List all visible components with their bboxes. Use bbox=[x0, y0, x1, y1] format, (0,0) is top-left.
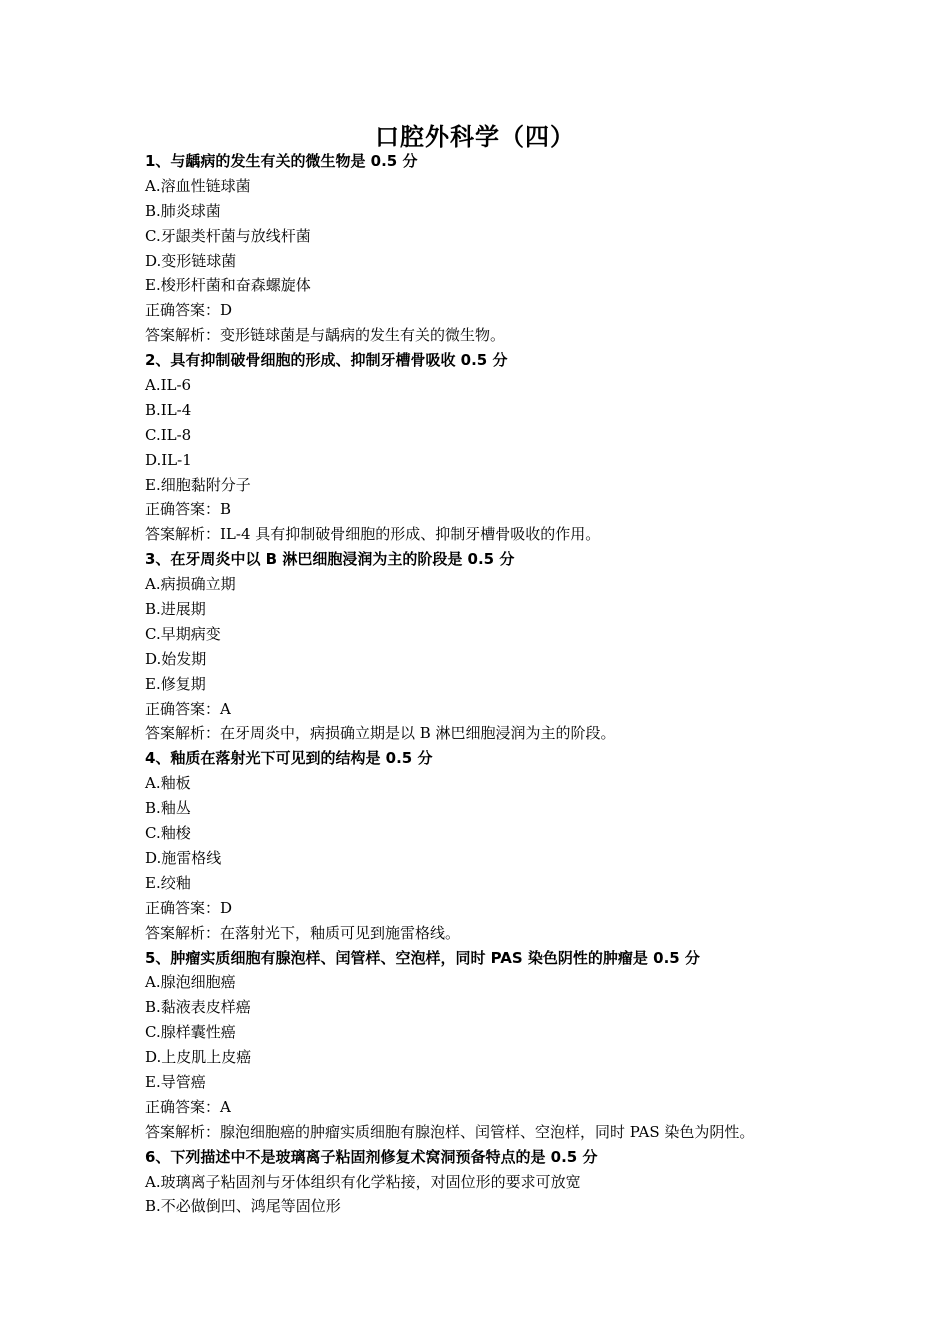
option-b: B.釉丛 bbox=[145, 799, 191, 818]
option-c: C.IL-8 bbox=[145, 425, 192, 444]
question-title: 3、在牙周炎中以 B 淋巴细胞浸润为主的阶段是 0.5 分 bbox=[145, 550, 515, 569]
question-title: 2、具有抑制破骨细胞的形成、抑制牙槽骨吸收 0.5 分 bbox=[145, 351, 508, 370]
option-d: D.始发期 bbox=[145, 649, 207, 668]
option-b: B.IL-4 bbox=[145, 400, 192, 419]
option-a: A.釉板 bbox=[145, 774, 191, 793]
correct-answer: 正确答案：D bbox=[145, 898, 233, 917]
answer-analysis: 答案解析：在牙周炎中，病损确立期是以 B 淋巴细胞浸润为主的阶段。 bbox=[145, 724, 616, 743]
option-e: E.修复期 bbox=[145, 674, 206, 693]
option-d: D.变形链球菌 bbox=[145, 251, 237, 270]
question-title: 1、与龋病的发生有关的微生物是 0.5 分 bbox=[145, 152, 418, 170]
answer-analysis: 答案解析：变形链球菌是与龋病的发生有关的微生物。 bbox=[145, 326, 506, 345]
option-e: E.导管癌 bbox=[145, 1072, 206, 1091]
option-e: E.细胞黏附分子 bbox=[145, 475, 251, 494]
document-title: 口腔外科学（四） bbox=[375, 123, 575, 151]
correct-answer: 正确答案：D bbox=[145, 301, 233, 320]
option-d: D.上皮肌上皮癌 bbox=[145, 1048, 252, 1067]
question-title: 5、肿瘤实质细胞有腺泡样、闰管样、空泡样，同时 PAS 染色阴性的肿瘤是 0.5 分 bbox=[145, 948, 700, 967]
option-c: C.早期病变 bbox=[145, 624, 221, 643]
option-d: D.施雷格线 bbox=[145, 848, 222, 867]
question-title: 4、釉质在落射光下可见到的结构是 0.5 分 bbox=[145, 749, 433, 768]
option-b: B.肺炎球菌 bbox=[145, 201, 221, 220]
option-e: E.梭形杆菌和奋森螺旋体 bbox=[145, 276, 311, 295]
option-a: A.IL-6 bbox=[145, 376, 192, 395]
option-b: B.黏液表皮样癌 bbox=[145, 998, 251, 1017]
option-c: C.牙龈类杆菌与放线杆菌 bbox=[145, 226, 311, 245]
option-b: B.不必做倒凹、鸿尾等固位形 bbox=[145, 1197, 341, 1216]
option-b: B.进展期 bbox=[145, 600, 206, 619]
option-d: D.IL-1 bbox=[145, 450, 192, 469]
option-c: C.腺样囊性癌 bbox=[145, 1023, 236, 1042]
correct-answer: 正确答案：A bbox=[145, 1097, 231, 1116]
answer-analysis: 答案解析：在落射光下，釉质可见到施雷格线。 bbox=[145, 923, 461, 942]
correct-answer: 正确答案：A bbox=[145, 699, 231, 718]
option-a: A.玻璃离子粘固剂与牙体组织有化学粘接，对固位形的要求可放宽 bbox=[145, 1172, 581, 1191]
answer-analysis: 答案解析：IL-4 具有抑制破骨细胞的形成、抑制牙槽骨吸收的作用。 bbox=[145, 525, 601, 544]
answer-analysis: 答案解析：腺泡细胞癌的肿瘤实质细胞有腺泡样、闰管样、空泡样，同时 PAS 染色为阴性。 bbox=[145, 1122, 755, 1141]
question-title: 6、下列描述中不是玻璃离子粘固剂修复术窝洞预备特点的是 0.5 分 bbox=[145, 1147, 598, 1166]
option-a: A.溶血性链球菌 bbox=[145, 176, 251, 195]
option-c: C.釉梭 bbox=[145, 824, 191, 843]
option-a: A.病损确立期 bbox=[145, 575, 236, 594]
option-e: E.绞釉 bbox=[145, 873, 191, 892]
correct-answer: 正确答案：B bbox=[145, 500, 232, 519]
question-list bbox=[145, 149, 835, 1219]
option-a: A.腺泡细胞癌 bbox=[145, 973, 236, 992]
